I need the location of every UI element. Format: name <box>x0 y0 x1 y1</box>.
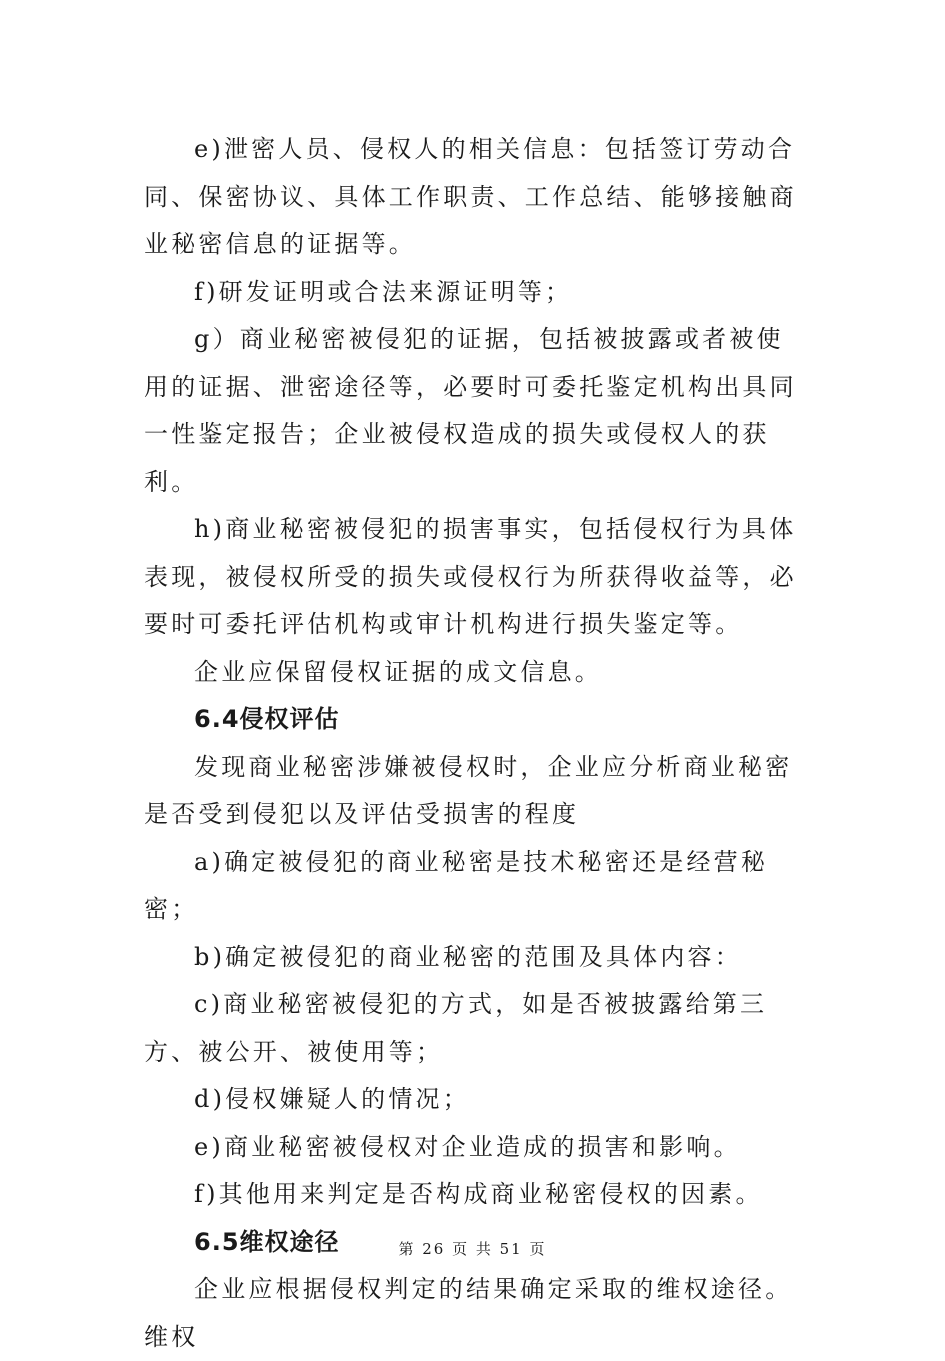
paragraph-e-damage-impact: e)商业秘密被侵权对企业造成的损害和影响。 <box>194 1132 741 1161</box>
paragraph-g-infringement-evidence: g）商业秘密被侵犯的证据，包括被披露或者被使用的证据、泄密途径等，必要时可委托鉴定机构出具同一性鉴定报告；企业被侵权造成的损失或侵权人的获利。 <box>144 325 797 496</box>
paragraph-a-secret-type: a)确定被侵犯的商业秘密是技术秘密还是经营秘密； <box>144 847 769 923</box>
paragraph-f-rd-proof: f)研发证明或合法来源证明等； <box>194 277 573 306</box>
page-number-footer: 第 26 页 共 51 页 <box>398 1240 547 1258</box>
paragraph-d-suspect-info: d)侵权嫌疑人的情况； <box>194 1085 470 1113</box>
paragraph-b-secret-scope: b)确定被侵犯的商业秘密的范围及具体内容： <box>194 942 742 971</box>
paragraph-e-leaker-info: e)泄密人员、侵权人的相关信息：包括签订劳动合同、保密协议、具体工作职责、工作总结、能够接触商业秘密信息的证据等。 <box>144 135 797 258</box>
paragraph-f-other-factors: f)其他用来判定是否构成商业秘密侵权的因素。 <box>194 1180 763 1208</box>
paragraph-rights-protection: 企业应根据侵权判定的结果确定采取的维权途径。维权 <box>144 1275 793 1351</box>
paragraph-c-infringement-method: c)商业秘密被侵犯的方式，如是否被披露给第三方、被公开、被使用等； <box>144 990 768 1066</box>
section-heading-6-5: 6.5维权途径 <box>194 1227 340 1256</box>
paragraph-assessment-intro: 发现商业秘密涉嫌被侵权时，企业应分析商业秘密是否受到侵犯以及评估受损害的程度 <box>144 752 793 828</box>
paragraph-retain-evidence: 企业应保留侵权证据的成文信息。 <box>194 657 602 686</box>
paragraph-h-damage-facts: h)商业秘密被侵犯的损害事实，包括侵权行为具体表现，被侵权所受的损失或侵权行为所获得收益等，必要时可委托评估机构或审计机构进行损失鉴定等。 <box>144 515 797 638</box>
section-heading-6-4: 6.4侵权评估 <box>194 705 340 733</box>
document-body <box>144 126 808 1361</box>
